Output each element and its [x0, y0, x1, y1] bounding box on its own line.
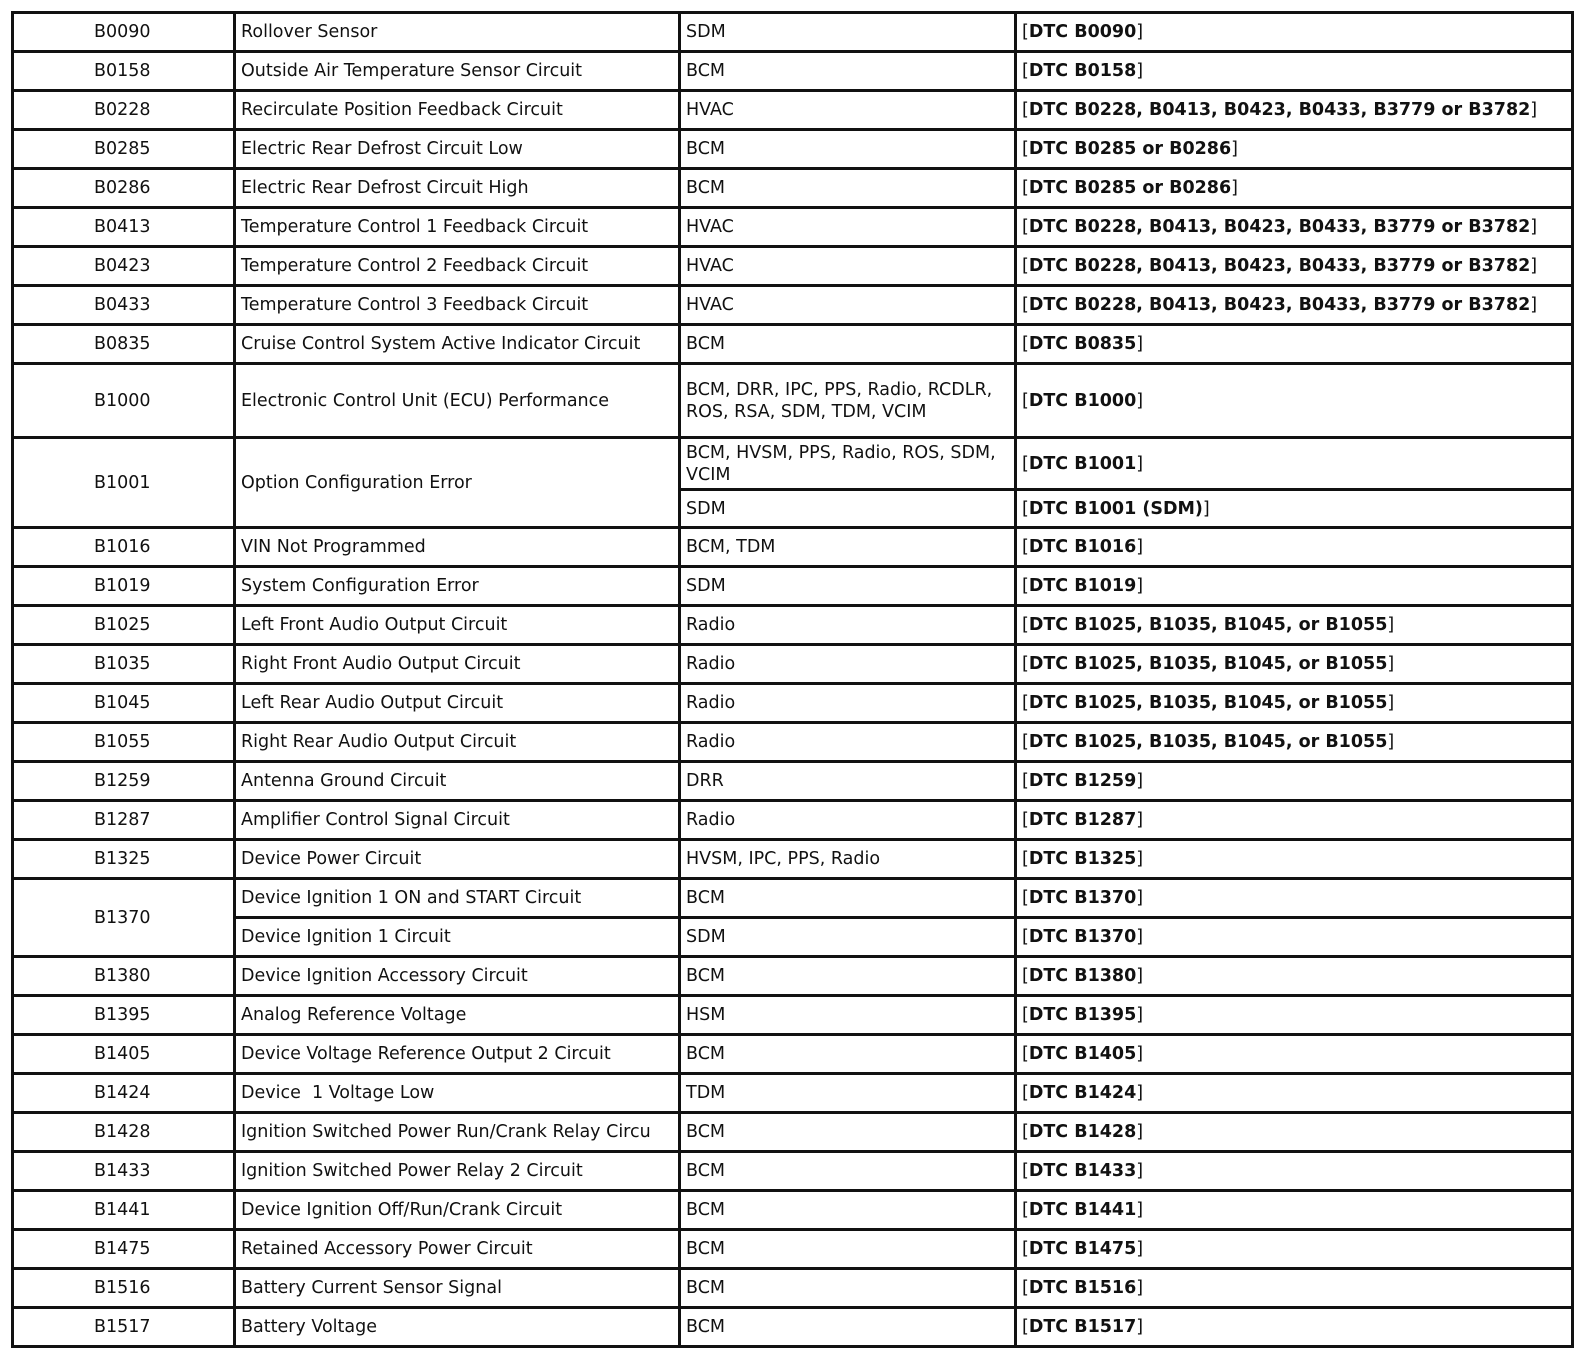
table-row — [13, 1152, 1573, 1191]
dtc-module: SDM — [680, 567, 1016, 606]
dtc-reference-link[interactable]: DTC B1001 (SDM) — [1028, 498, 1203, 519]
dtc-module: BCM — [680, 1152, 1016, 1191]
dtc-code: B1428 — [13, 1113, 235, 1152]
dtc-reference-cell: [DTC B0285 or B0286] — [1016, 169, 1573, 208]
table-row — [13, 13, 1573, 52]
dtc-reference-cell: [DTC B1019] — [1016, 567, 1573, 606]
dtc-module: HVSM, IPC, PPS, Radio — [680, 840, 1016, 879]
dtc-description: VIN Not Programmed — [235, 528, 680, 567]
dtc-module: SDM — [680, 490, 1016, 528]
dtc-reference-link[interactable]: DTC B1424 — [1028, 1083, 1137, 1103]
dtc-module: BCM, HVSM, PPS, Radio, ROS, SDM, VCIM — [680, 438, 1016, 490]
dtc-reference-link[interactable]: DTC B1380 — [1028, 966, 1137, 986]
dtc-reference-link[interactable]: DTC B1516 — [1028, 1278, 1137, 1298]
dtc-code: B1433 — [13, 1152, 235, 1191]
dtc-description: Electric Rear Defrost Circuit High — [235, 169, 680, 208]
dtc-reference-cell: [DTC B1424] — [1016, 1074, 1573, 1113]
table-row — [13, 1035, 1573, 1074]
dtc-code: B1055 — [13, 723, 235, 762]
dtc-module: BCM — [680, 1035, 1016, 1074]
dtc-description: Temperature Control 1 Feedback Circuit — [235, 208, 680, 247]
dtc-description: Cruise Control System Active Indicator Circuit — [235, 325, 680, 364]
table-row — [13, 1191, 1573, 1230]
table-row — [13, 606, 1573, 645]
dtc-description: Electronic Control Unit (ECU) Performance — [235, 364, 680, 438]
table-row — [13, 645, 1573, 684]
dtc-reference-cell: [DTC B0228, B0413, B0423, B0433, B3779 or B3782] — [1016, 208, 1573, 247]
table-row — [13, 130, 1573, 169]
table-row — [13, 325, 1573, 364]
dtc-reference-cell: [DTC B0835] — [1016, 325, 1573, 364]
dtc-reference-cell: [DTC B1517] — [1016, 1308, 1573, 1347]
dtc-reference-link[interactable]: DTC B1325 — [1028, 849, 1137, 869]
dtc-module: BCM — [680, 52, 1016, 91]
dtc-description: Device Ignition Off/Run/Crank Circuit — [235, 1191, 680, 1230]
dtc-description: Ignition Switched Power Run/Crank Relay Circu — [235, 1113, 680, 1152]
dtc-module: HVAC — [680, 286, 1016, 325]
table-row — [13, 52, 1573, 91]
dtc-reference-cell: [DTC B0228, B0413, B0423, B0433, B3779 or B3782] — [1016, 91, 1573, 130]
dtc-reference-link[interactable]: DTC B1370 — [1028, 927, 1137, 947]
dtc-code: B1019 — [13, 567, 235, 606]
table-row — [13, 208, 1573, 247]
dtc-reference-link[interactable]: DTC B1287 — [1028, 810, 1137, 830]
dtc-reference-link[interactable]: DTC B0285 or B0286 — [1028, 139, 1232, 159]
dtc-module: BCM — [680, 1269, 1016, 1308]
dtc-module: Radio — [680, 723, 1016, 762]
dtc-description: System Configuration Error — [235, 567, 680, 606]
dtc-code: B1259 — [13, 762, 235, 801]
table-row — [13, 1074, 1573, 1113]
dtc-description: Right Rear Audio Output Circuit — [235, 723, 680, 762]
table-row — [13, 879, 1573, 918]
dtc-reference-link[interactable]: DTC B1019 — [1028, 576, 1137, 596]
dtc-reference-link[interactable]: DTC B1025, B1035, B1045, or B1055 — [1028, 693, 1388, 713]
dtc-code: B1000 — [13, 364, 235, 438]
table-row — [13, 801, 1573, 840]
dtc-reference-cell: [DTC B1025, B1035, B1045, or B1055] — [1016, 723, 1573, 762]
dtc-reference-cell: [DTC B1395] — [1016, 996, 1573, 1035]
dtc-module: Radio — [680, 801, 1016, 840]
dtc-reference-cell: [DTC B1001] — [1016, 438, 1573, 490]
dtc-description: Retained Accessory Power Circuit — [235, 1230, 680, 1269]
dtc-module: TDM — [680, 1074, 1016, 1113]
dtc-reference-cell: [DTC B1259] — [1016, 762, 1573, 801]
dtc-reference-link[interactable]: DTC B1517 — [1028, 1317, 1137, 1337]
dtc-module: BCM — [680, 879, 1016, 918]
dtc-reference-link[interactable]: DTC B0158 — [1028, 61, 1137, 81]
dtc-code: B0090 — [13, 13, 235, 52]
table-row — [13, 247, 1573, 286]
dtc-code: B1380 — [13, 957, 235, 996]
dtc-description: Temperature Control 2 Feedback Circuit — [235, 247, 680, 286]
table-row — [13, 918, 1573, 957]
dtc-module: Radio — [680, 645, 1016, 684]
dtc-module: SDM — [680, 13, 1016, 52]
dtc-reference-link[interactable]: DTC B1001 — [1028, 453, 1137, 474]
dtc-code: B1325 — [13, 840, 235, 879]
dtc-description: Right Front Audio Output Circuit — [235, 645, 680, 684]
dtc-reference-cell: [DTC B0228, B0413, B0423, B0433, B3779 or B3782] — [1016, 247, 1573, 286]
table-row — [13, 840, 1573, 879]
dtc-reference-cell: [DTC B1433] — [1016, 1152, 1573, 1191]
dtc-reference-link[interactable]: DTC B1259 — [1028, 771, 1137, 791]
table-row — [13, 286, 1573, 325]
dtc-description: Left Rear Audio Output Circuit — [235, 684, 680, 723]
dtc-reference-cell: [DTC B1516] — [1016, 1269, 1573, 1308]
table-row — [13, 1113, 1573, 1152]
dtc-code: B1045 — [13, 684, 235, 723]
dtc-reference-cell: [DTC B1025, B1035, B1045, or B1055] — [1016, 645, 1573, 684]
dtc-code: B1441 — [13, 1191, 235, 1230]
table-row — [13, 684, 1573, 723]
dtc-module: HVAC — [680, 208, 1016, 247]
dtc-code: B1035 — [13, 645, 235, 684]
dtc-module: BCM — [680, 130, 1016, 169]
dtc-code: B1475 — [13, 1230, 235, 1269]
dtc-reference-cell: [DTC B0158] — [1016, 52, 1573, 91]
dtc-reference-cell: [DTC B1001 (SDM)] — [1016, 490, 1573, 528]
dtc-description: Option Configuration Error — [235, 438, 680, 528]
dtc-reference-cell: [DTC B1428] — [1016, 1113, 1573, 1152]
dtc-description: Device 1 Voltage Low — [235, 1074, 680, 1113]
dtc-table — [11, 11, 1574, 1348]
table-row — [13, 1230, 1573, 1269]
dtc-description: Rollover Sensor — [235, 13, 680, 52]
dtc-reference-link[interactable]: DTC B1025, B1035, B1045, or B1055 — [1028, 732, 1388, 752]
dtc-module: DRR — [680, 762, 1016, 801]
dtc-reference-link[interactable]: DTC B0090 — [1028, 22, 1137, 42]
dtc-module: BCM — [680, 1113, 1016, 1152]
dtc-reference-link[interactable]: DTC B0285 or B0286 — [1028, 178, 1232, 198]
dtc-code: B0158 — [13, 52, 235, 91]
dtc-description: Device Power Circuit — [235, 840, 680, 879]
dtc-code: B1395 — [13, 996, 235, 1035]
table-row — [13, 438, 1573, 490]
dtc-reference-cell: [DTC B1287] — [1016, 801, 1573, 840]
dtc-code: B1016 — [13, 528, 235, 567]
dtc-reference-cell: [DTC B1475] — [1016, 1230, 1573, 1269]
table-row — [13, 528, 1573, 567]
dtc-module: BCM — [680, 1230, 1016, 1269]
dtc-reference-cell: [DTC B1025, B1035, B1045, or B1055] — [1016, 606, 1573, 645]
dtc-reference-link[interactable]: DTC B0835 — [1028, 334, 1137, 354]
dtc-code: B1287 — [13, 801, 235, 840]
table-row — [13, 567, 1573, 606]
dtc-description: Device Ignition 1 Circuit — [235, 918, 680, 957]
dtc-description: Outside Air Temperature Sensor Circuit — [235, 52, 680, 91]
dtc-reference-link[interactable]: DTC B0228, B0413, B0423, B0433, B3779 or B3782 — [1028, 256, 1531, 276]
dtc-description: Electric Rear Defrost Circuit Low — [235, 130, 680, 169]
dtc-module: HSM — [680, 996, 1016, 1035]
dtc-reference-link[interactable]: DTC B1441 — [1028, 1200, 1137, 1220]
dtc-reference-link[interactable]: DTC B1433 — [1028, 1161, 1137, 1181]
dtc-module: BCM, DRR, IPC, PPS, Radio, RCDLR, ROS, RSA, SDM, TDM, VCIM — [680, 364, 1016, 438]
dtc-code: B0433 — [13, 286, 235, 325]
dtc-code: B1025 — [13, 606, 235, 645]
dtc-description: Left Front Audio Output Circuit — [235, 606, 680, 645]
table-row — [13, 762, 1573, 801]
table-row — [13, 364, 1573, 438]
dtc-reference-link[interactable]: DTC B1428 — [1028, 1122, 1137, 1142]
dtc-module: BCM — [680, 1191, 1016, 1230]
table-row — [13, 1269, 1573, 1308]
dtc-code: B0835 — [13, 325, 235, 364]
dtc-reference-link[interactable]: DTC B1000 — [1028, 390, 1137, 411]
dtc-description: Recirculate Position Feedback Circuit — [235, 91, 680, 130]
dtc-reference-cell: [DTC B1325] — [1016, 840, 1573, 879]
dtc-description: Analog Reference Voltage — [235, 996, 680, 1035]
dtc-reference-cell: [DTC B1380] — [1016, 957, 1573, 996]
dtc-module: HVAC — [680, 247, 1016, 286]
dtc-code: B1516 — [13, 1269, 235, 1308]
dtc-reference-link[interactable]: DTC B1370 — [1028, 888, 1137, 908]
dtc-description: Device Ignition Accessory Circuit — [235, 957, 680, 996]
dtc-reference-link[interactable]: DTC B0228, B0413, B0423, B0433, B3779 or B3782 — [1028, 217, 1531, 237]
dtc-reference-cell: [DTC B1370] — [1016, 918, 1573, 957]
dtc-reference-link[interactable]: DTC B0228, B0413, B0423, B0433, B3779 or B3782 — [1028, 295, 1531, 315]
dtc-code: B0286 — [13, 169, 235, 208]
dtc-reference-cell: [DTC B0285 or B0286] — [1016, 130, 1573, 169]
dtc-code: B0423 — [13, 247, 235, 286]
dtc-module: BCM — [680, 957, 1016, 996]
dtc-reference-link[interactable]: DTC B1405 — [1028, 1044, 1137, 1064]
dtc-code: B1517 — [13, 1308, 235, 1347]
dtc-reference-cell: [DTC B1016] — [1016, 528, 1573, 567]
table-row — [13, 723, 1573, 762]
dtc-module: Radio — [680, 606, 1016, 645]
table-row — [13, 169, 1573, 208]
dtc-reference-cell: [DTC B1441] — [1016, 1191, 1573, 1230]
dtc-reference-link[interactable]: DTC B1395 — [1028, 1005, 1137, 1025]
dtc-code: B1405 — [13, 1035, 235, 1074]
dtc-module: Radio — [680, 684, 1016, 723]
dtc-module: BCM — [680, 169, 1016, 208]
table-row — [13, 1308, 1573, 1347]
dtc-module: HVAC — [680, 91, 1016, 130]
dtc-code: B1001 — [13, 438, 235, 528]
dtc-code: B0413 — [13, 208, 235, 247]
dtc-description: Device Ignition 1 ON and START Circuit — [235, 879, 680, 918]
dtc-code: B1370 — [13, 879, 235, 957]
table-row — [13, 957, 1573, 996]
dtc-description: Temperature Control 3 Feedback Circuit — [235, 286, 680, 325]
dtc-description: Antenna Ground Circuit — [235, 762, 680, 801]
table-row — [13, 996, 1573, 1035]
dtc-reference-cell: [DTC B1370] — [1016, 879, 1573, 918]
dtc-reference-cell: [DTC B1405] — [1016, 1035, 1573, 1074]
dtc-module: BCM, TDM — [680, 528, 1016, 567]
dtc-module: SDM — [680, 918, 1016, 957]
dtc-description: Amplifier Control Signal Circuit — [235, 801, 680, 840]
dtc-description: Battery Current Sensor Signal — [235, 1269, 680, 1308]
dtc-code: B1424 — [13, 1074, 235, 1113]
dtc-reference-link[interactable]: DTC B0228, B0413, B0423, B0433, B3779 or B3782 — [1028, 100, 1531, 120]
dtc-reference-cell: [DTC B1025, B1035, B1045, or B1055] — [1016, 684, 1573, 723]
dtc-reference-link[interactable]: DTC B1025, B1035, B1045, or B1055 — [1028, 654, 1388, 674]
dtc-description: Device Voltage Reference Output 2 Circuit — [235, 1035, 680, 1074]
dtc-reference-cell: [DTC B0228, B0413, B0423, B0433, B3779 or B3782] — [1016, 286, 1573, 325]
dtc-reference-link[interactable]: DTC B1016 — [1028, 537, 1137, 557]
dtc-description: Battery Voltage — [235, 1308, 680, 1347]
dtc-module: BCM — [680, 325, 1016, 364]
dtc-code: B0228 — [13, 91, 235, 130]
table-row — [13, 91, 1573, 130]
dtc-module: BCM — [680, 1308, 1016, 1347]
dtc-code: B0285 — [13, 130, 235, 169]
dtc-reference-cell: [DTC B0090] — [1016, 13, 1573, 52]
dtc-reference-link[interactable]: DTC B1475 — [1028, 1239, 1137, 1259]
dtc-description: Ignition Switched Power Relay 2 Circuit — [235, 1152, 680, 1191]
dtc-reference-link[interactable]: DTC B1025, B1035, B1045, or B1055 — [1028, 615, 1388, 635]
dtc-reference-cell: [DTC B1000] — [1016, 364, 1573, 438]
